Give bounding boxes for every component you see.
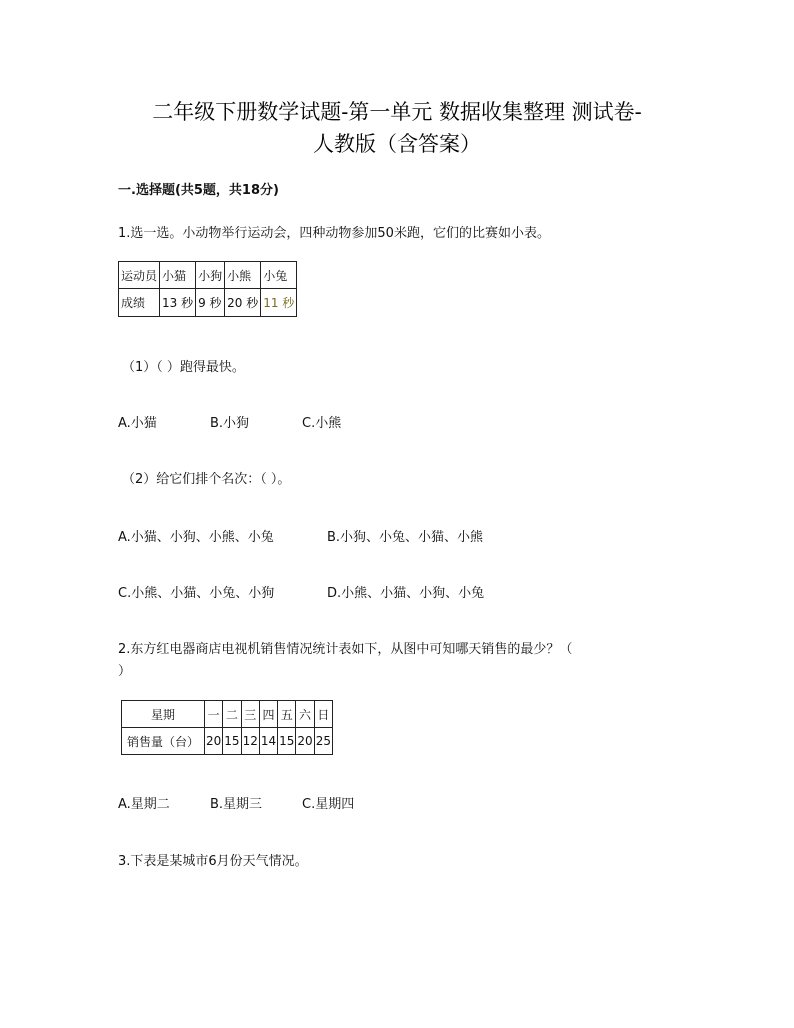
table-cell: 9 秒 <box>196 289 225 317</box>
option-b: B.小狗、小兔、小猫、小熊 <box>327 530 484 545</box>
table-cell: 15 <box>278 728 296 755</box>
option-a: A.小猫 <box>118 416 157 431</box>
table-cell: 运动员 <box>119 262 160 289</box>
question-3-stem: 3.下表是某城市6月份天气情况。 <box>118 854 308 869</box>
table-cell: 四 <box>259 701 277 728</box>
table-cell: 日 <box>314 701 332 728</box>
section-heading: 一.选择题(共5题，共18分) <box>118 183 279 198</box>
table-cell: 13 秒 <box>160 289 196 317</box>
table-row <box>122 728 333 755</box>
table-cell: 三 <box>241 701 259 728</box>
option-c: C.星期四 <box>302 797 355 812</box>
table-cell: 六 <box>296 701 314 728</box>
tv-sales-table <box>121 700 333 755</box>
question-1-stem: 1.选一选。小动物举行运动会，四种动物参加50米跑，它们的比赛如小表。 <box>118 226 550 241</box>
table-cell: 15 <box>223 728 241 755</box>
question-1-sub2: （2）给它们排个名次：（ ）。 <box>122 472 291 487</box>
document-title-line1: 二年级下册数学试题-第一单元 数据收集整理 测试卷- <box>152 100 642 124</box>
table-cell: 小熊 <box>225 262 261 289</box>
option-d: D.小熊、小猫、小狗、小兔 <box>327 586 485 601</box>
table-cell: 20 <box>296 728 314 755</box>
table-row <box>122 701 333 728</box>
table-cell: 一 <box>205 701 223 728</box>
table-cell: 20 秒 <box>225 289 261 317</box>
table-cell: 小猫 <box>160 262 196 289</box>
table-cell: 25 <box>314 728 332 755</box>
table-cell: 20 <box>205 728 223 755</box>
question-1-sub2-options-row2 <box>118 582 484 601</box>
table-row <box>119 262 297 289</box>
option-c: C.小熊、小猫、小兔、小狗 <box>118 586 275 601</box>
option-c: C.小熊 <box>302 416 342 431</box>
question-1-sub1-options <box>118 412 341 431</box>
option-b: B.星期三 <box>210 797 263 812</box>
option-a: A.小猫、小狗、小熊、小兔 <box>118 530 274 545</box>
table-cell: 销售量（台） <box>122 728 205 755</box>
table-cell: 小狗 <box>196 262 225 289</box>
question-2-stem: 2.东方红电器商店电视机销售情况统计表如下，从图中可知哪天销售的最少？（ <box>118 642 573 657</box>
table-cell: 12 <box>241 728 259 755</box>
document-title-line2: 人教版（含答案） <box>313 132 481 156</box>
question-2-options <box>118 793 354 812</box>
option-a: A.星期二 <box>118 797 170 812</box>
table-cell: 二 <box>223 701 241 728</box>
table-row <box>119 289 297 317</box>
table-cell: 五 <box>278 701 296 728</box>
table-cell: 成绩 <box>119 289 160 317</box>
race-results-table <box>118 261 297 317</box>
table-cell: 星期 <box>122 701 205 728</box>
table-cell: 11 秒 <box>261 289 297 317</box>
question-2-stem-cont: ） <box>118 664 132 679</box>
table-cell: 小兔 <box>261 262 297 289</box>
table-cell: 14 <box>259 728 277 755</box>
option-b: B.小狗 <box>210 416 250 431</box>
question-1-sub1: （1）（ ）跑得最快。 <box>122 360 245 375</box>
question-1-sub2-options-row1 <box>118 526 483 545</box>
